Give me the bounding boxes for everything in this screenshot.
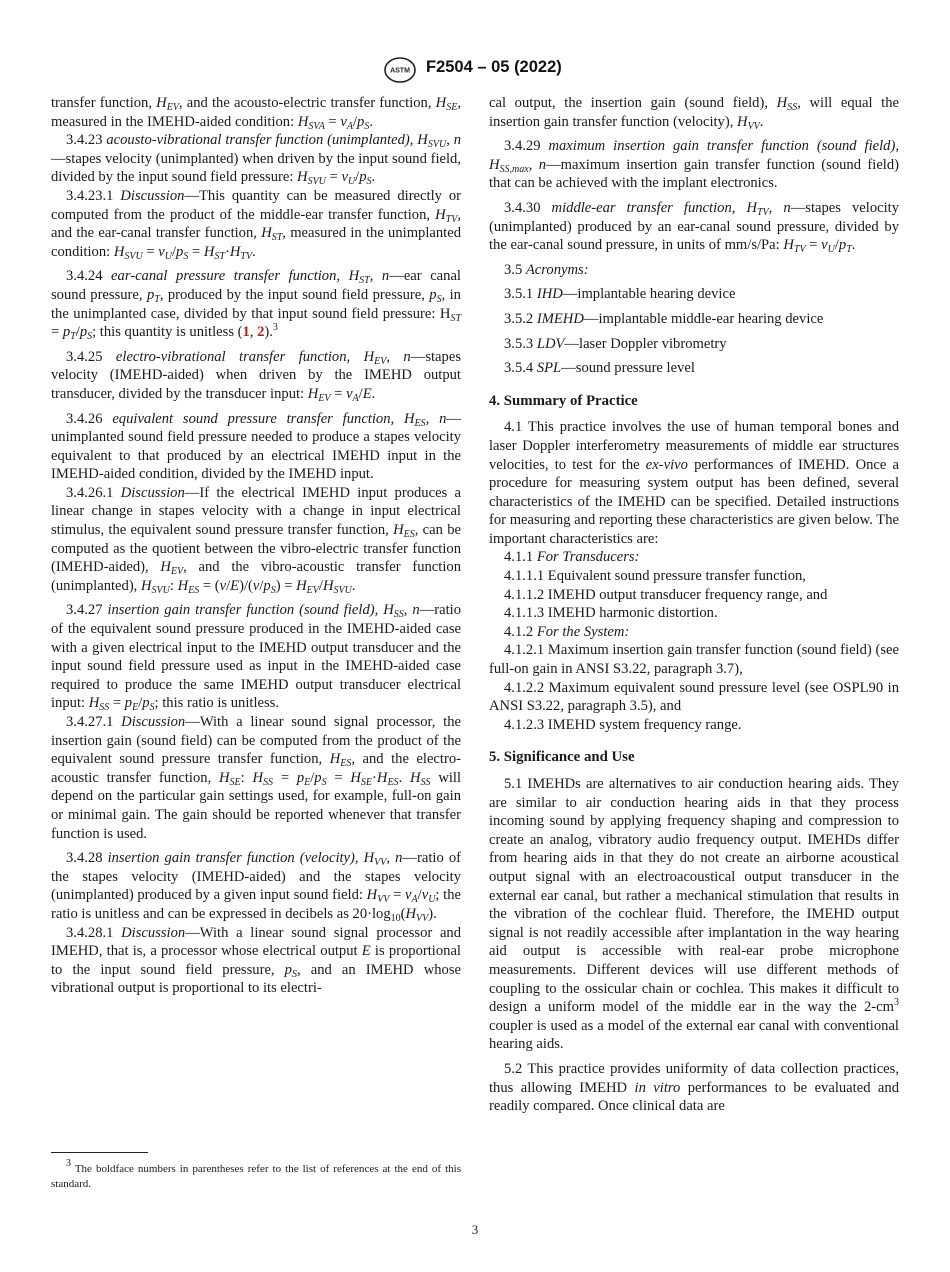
astm-logo-icon: [380, 57, 420, 83]
left-column: [51, 94, 461, 998]
definition-3-4-25: 3.4.25 electro-vibrational transfer function, $H_{EV}$, n—stapes velocity (IMEHD-aided) when driven by the IMEHD output transducer, divided by the transducer input: $H_{EV} = v_A/E$.: [51, 348, 461, 404]
document-designation: F2504 – 05 (2022): [426, 58, 562, 76]
logo-text: ASTM: [390, 67, 410, 75]
acronym-ldv: 3.5.3 LDV—laser Doppler vibrometry: [504, 335, 727, 352]
discussion-3-4-23-1: 3.4.23.1 Discussion—This quantity can be measured directly or computed from the product of the middle-ear transfer function, $H_{TV}$, and the ear-canal transfer function, $H_{ST}$, measured in the unimplanted condition: $H_{SVU} = v_U/p_S = H_{ST}\cdot H_{TV}$.: [51, 187, 462, 262]
item-4-1-1-3: 4.1.1.3 IMEHD harmonic distortion.: [504, 605, 718, 622]
acronyms-heading: 3.5 Acronyms:: [504, 261, 589, 278]
item-4-1-1: 4.1.1 For Transducers:: [504, 549, 640, 566]
acronym-spl: 3.5.4 SPL—sound pressure level: [504, 360, 695, 377]
section-heading-summary: 4. Summary of Practice: [489, 392, 638, 409]
page-header: [0, 55, 950, 85]
item-4-1-1-2: 4.1.1.2 IMEHD output transducer frequency range, and: [504, 586, 828, 603]
definition-3-4-28: 3.4.28 insertion gain transfer function (velocity), $H_{VV}$, n—ratio of the stapes velocity (IMEHD-aided) and the stapes velocity (unimplanted) produced by a given input sound field: $H_{VV} = v_A/v_U$; the ratio is unitless and can be expressed in decibels as $20\cdot\log_{10}(H_{VV})$.: [51, 850, 461, 924]
footnote-divider: [51, 1152, 148, 1153]
item-4-1-2-3: 4.1.2.3 IMEHD system frequency range.: [504, 716, 742, 733]
reference-link-2[interactable]: 2: [257, 324, 265, 341]
footnote: $^3$ The boldface numbers in parentheses refer to the list of references at the end of this standard.: [51, 1158, 461, 1190]
discussion-3-4-26-1: 3.4.26.1 Discussion—If the electrical IMEHD input produces a linear change in stapes velocity with a change in input electrical stimulus, the equivalent sound pressure transfer function, $H_{ES}$, can be computed as the quotient between the vibro-electric transfer function (IMEHD-aided), $H_{EV}$, and the vibro-acoustic transfer function (unimplanted), $H_{SVU}$: $H_{ES} = (v/E)/(v/p_S) = H_{EV}/H_{SVU}$.: [51, 484, 461, 596]
paragraph-5-1: 5.1 IMEHDs are alternatives to air conduction hearing aids. They are similar to air conduction hearing aids in that they process incoming sound by applying frequency shaping and compression to create an analog, vibratory audio frequency output. IMEHDs differ from hearing aids in that they do not create an airborne acoustical output signal with an electroacoustical output transducer in the external ear canal, but rather a mechanical stimulation that results in the vibration of the cochlear fluid. Therefore, the IMEHD output signal is not readily accessible after implantation in the way hearing aid output is accessible with real-ear probe microphone measurements. Different devices will use different methods of coupling to the ossicular chain or cochlea. This makes it difficult to design a uniform model of the middle ear in the way the $2-cm^3$ coupler is used as a model of the external ear canal with conventional hearing aids.: [489, 776, 899, 1053]
paragraph-4-1: 4.1 This practice involves the use of human temporal bones and laser Doppler interferometry measurements of middle ear structures velocities, to test for the ex-vivo performances of IMEHD. Once a procedure for measuring system output has been defined, several characteristics of the IMEHD can be specified. Detailed instructions for measuring and reporting these characteristics are given below. The important characteristics are:: [489, 419, 899, 547]
section-heading-significance: 5. Significance and Use: [489, 749, 635, 766]
acronym-imehd: 3.5.2 IMEHD—implantable middle-ear hearing device: [504, 310, 824, 327]
definition-3-4-23: 3.4.23 acousto-vibrational transfer function (unimplanted), $H_{SVU}$, n—stapes velocity (unimplanted) when driven by the input sound field, divided by the input sound field pressure: $H_{SVU} = v_U/p_S$.: [51, 132, 461, 188]
item-4-1-2: 4.1.2 For the System:: [504, 623, 630, 640]
definition-3-4-29: 3.4.29 maximum insertion gain transfer function (sound field), $H_{SS,max}$, n—maximum insertion gain transfer function (sound field) that can be achieved with the implant electronics.: [489, 138, 900, 192]
acronym-ihd: 3.5.1 IHD—implantable hearing device: [504, 286, 736, 303]
right-column: [489, 94, 899, 1116]
discussion-3-4-27-1: 3.4.27.1 Discussion—With a linear sound signal processor, the insertion gain (sound field) can be computed from the product of the equivalent sound pressure transfer function, $H_{ES}$, and the electro-acoustic transfer function, $H_{SE}$: $H_{SS} = p_E/p_S = H_{SE}\cdot H_{ES}$. $H_{SS}$ will depend on the particular gain settings used, for example, full-on gain or minimal gain. The gain should be reported whenever that transfer function is used.: [51, 714, 462, 842]
item-4-1-2-1: 4.1.2.1 Maximum insertion gain transfer function (sound field) (see full-on gain in ANSI S3.22, paragraph 3.7),: [489, 642, 899, 678]
reference-link-1[interactable]: 1: [242, 324, 250, 341]
paragraph-continued-right: cal output, the insertion gain (sound field), $H_{SS}$, will equal the insertion gain transfer function (velocity), $H_{VV}$.: [489, 95, 899, 132]
footnote-marker[interactable]: 3: [272, 322, 278, 334]
paragraph-continued: transfer function, $H_{EV}$, and the acousto-electric transfer function, $H_{SE}$, measured in the IMEHD-aided condition: $H_{SVA} = v_A/p_S$.: [51, 95, 461, 132]
definition-3-4-26: 3.4.26 equivalent sound pressure transfer function, $H_{ES}$, n—unimplanted sound field pressure needed to produce a stapes velocity equivalent to that produced by an electrical IMEHD input in the IMEHD-aided condition, divided by the IMEHD input.: [51, 410, 461, 483]
item-4-1-1-1: 4.1.1.1 Equivalent sound pressure transfer function,: [504, 568, 806, 585]
definition-3-4-24: 3.4.24 ear-canal pressure transfer function, $H_{ST}$, n—ear canal sound pressure, $p_T$, produced by the input sound field pressure, $p_S$, in the unimplanted case, divided by that input sound field pressure: $H_{ST} = p_T/p_S$; this quantity is unitless (1, 2).$^3$: [51, 268, 461, 343]
page-number: 3: [471, 1222, 479, 1237]
item-4-1-2-2: 4.1.2.2 Maximum equivalent sound pressure level (see OSPL90 in ANSI S3.22, paragraph 3.5), and: [489, 679, 899, 715]
definition-3-4-30: 3.4.30 middle-ear transfer function, $H_{TV}$, n—stapes velocity (unimplanted) produced by an ear-canal sound pressure, divided by the ear-canal sound pressure, in units of mm/s/Pa: $H_{TV} = v_U/p_T$.: [489, 199, 900, 256]
definition-3-4-27: 3.4.27 insertion gain transfer function (sound field), $H_{SS}$, n—ratio of the equivalent sound pressure produced in the IMEHD-aided case with a given electrical input to the IMEHD output transducer and the input sound field pressure used as input in the IMEHD-aided case required to produce the same IMEHD output transducer electrical input: $H_{SS} = p_E/p_S$; this ratio is unitless.: [51, 602, 461, 714]
discussion-3-4-28-1: 3.4.28.1 Discussion—With a linear sound signal processor and IMEHD, that is, a processor whose electrical output E is proportional to the input sound field pressure, $p_S$, and an IMEHD whose vibrational output is proportional to its electri-: [51, 924, 462, 997]
paragraph-5-2: 5.2 This practice provides uniformity of data collection practices, thus allowing IMEHD in vitro performances to be evaluated and readily compared. Once clinical data are: [489, 1060, 899, 1115]
